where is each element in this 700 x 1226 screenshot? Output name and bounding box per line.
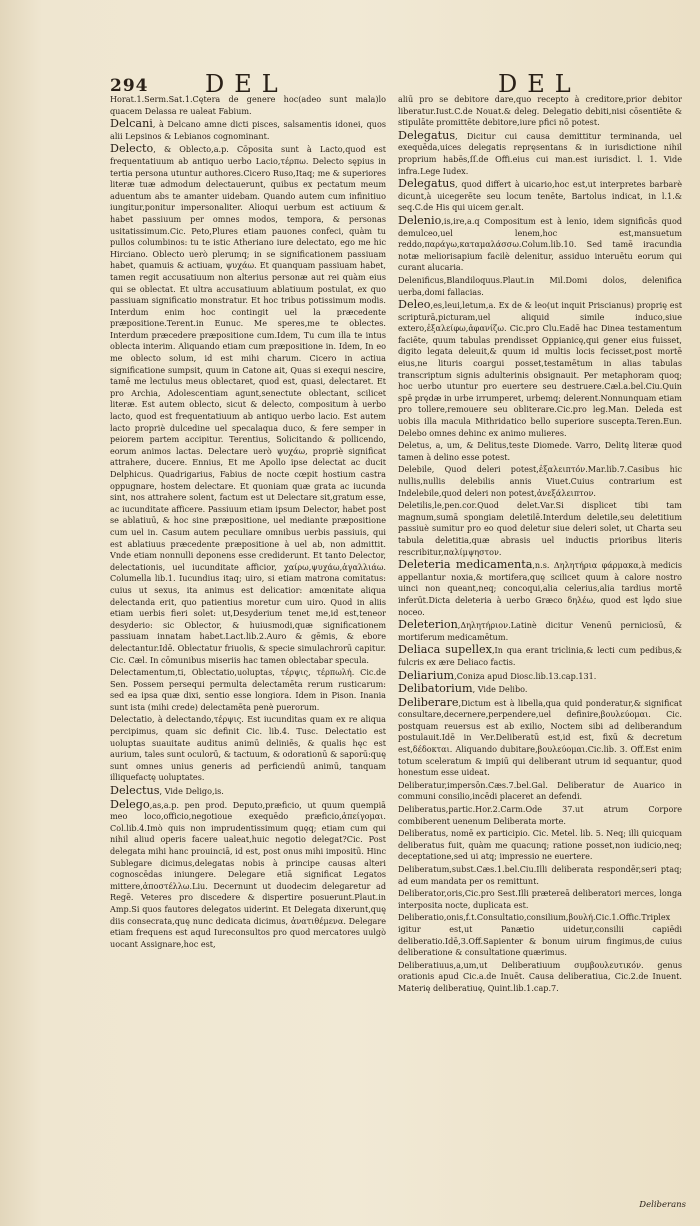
dictionary-entry bbox=[398, 683, 682, 696]
entry-text: Deliberatur,impersōn.Cæs.7.bel.Gal. Deliberatur de Auarico in communi consilio,incēdi placeret an defendi. bbox=[398, 779, 682, 802]
dictionary-entry bbox=[398, 94, 682, 129]
dictionary-entry bbox=[110, 94, 386, 117]
entry-headword: Delenio bbox=[398, 213, 442, 227]
right-column bbox=[398, 94, 682, 1186]
entry-text: , Vide Delibo. bbox=[472, 684, 528, 695]
entry-text: , quod differt à uicario,hoc est,ut interpretes barbarè dicunt,à uicegerēte seu locum tenēte, Bartolus indicat, in l.1.& seq.C.de His qui uicem ger.alt. bbox=[398, 179, 682, 213]
dictionary-entry bbox=[110, 667, 386, 713]
dictionary-entry bbox=[398, 215, 682, 274]
entry-text: Deliberatus, nomē ex participio. Cic. Metel. lib. 5. Neq; illi quicquam deliberatus fuit, quàm me quacunq; ratione posset,non iudicio,neq; deceptatione,sed ui atq; impressio ne euertere. bbox=[398, 828, 682, 862]
dictionary-entry bbox=[398, 670, 682, 683]
dictionary-entry bbox=[398, 644, 682, 668]
entry-text: , à Delcano amne dicti pisces, salsamentis idonei, quos alii Lepsinos & Lebianos cognominant. bbox=[110, 119, 386, 141]
dictionary-entry bbox=[398, 440, 682, 463]
dictionary-entry bbox=[398, 178, 682, 214]
entry-text: ,n.s. Δηλητήρια φάρμακα,à medicis appellantur noxia,& mortifera,quę scilicet quum à calore nostro uinci non queant,neq; concoqui,alia celerius,alia tardius mortē inferūt.Dicta deleteria à uerbo Græco δηλέω, quod est lędo siue noceo. bbox=[398, 560, 682, 617]
entry-text: Delebile, Quod deleri potest,ἐξαλειπτόν.Mar.lib.7.Casibus hic nullis,nullis delebilis annis Viuet.Cuius contrarium est Indelebile,quod deleri non potest,ἀνεξάλειπτον. bbox=[398, 464, 682, 498]
running-head-right: DEL bbox=[498, 70, 581, 98]
running-head-left: DEL bbox=[205, 70, 288, 98]
entry-headword: Deliberare bbox=[398, 695, 459, 709]
dictionary-entry bbox=[398, 130, 682, 177]
dictionary-entry bbox=[110, 799, 386, 951]
dictionary-entry bbox=[398, 275, 682, 298]
entry-text: , Dicitur cui causa demittitur terminanda, uel exequēda,uices delegatis repręsentans & in iurisdictione nihil proprium habēs,ſſ.de Offi.eius cui man.est iurisdict. l. 1. Vide infra.Lege Iudex. bbox=[398, 130, 682, 176]
entry-headword: Delibatorium bbox=[398, 682, 473, 696]
dictionary-entry bbox=[398, 780, 682, 803]
dictionary-entry bbox=[398, 464, 682, 499]
dictionary-entry bbox=[398, 559, 682, 618]
entry-text: ,is,ire,a.q Compositum est à lenio, idem significās quod demulceo,uel lenem,hoc est,mansuetum reddo,παράγω,καταμαλάσσω.Colum.lib.10. Sed tamē iracundia notæ meliorisapium facilè delenitur, assiduo interuētu eorum qui curant alucaria. bbox=[398, 215, 682, 273]
dictionary-entry bbox=[398, 500, 682, 558]
entry-headword: Delego bbox=[110, 797, 150, 811]
entry-headword: Deliarium bbox=[398, 668, 455, 682]
entry-text: ,as,a.p. pen prod. Deputo,præficio, ut quum quempiā meo loco,officio,negotioue exequēdo præficio,ἀπείγομαι. Col.lib.4.Imò quis non imprudentissimum quęq; etiam cum qui nihil aliud operis facere ualeat,huic negotio delegat?Cic. Post delegata mihi hanc prouinciā, id est, post onus mihi impositū. Hinc Sublegare dicimus,delegatas nobis à principe causas alteri cognoscēdas iniungere. Delegare etiā significat Legatos mittere,ἀποστέλλω.Liu. Decernunt ut duodecim delegaretur ad Regē. Veteres pro discedere & dispertire posuerunt.Plaut.in Amp.Si quos fautores delegatos uiderint. Et Delegata dixerunt,quę diis consecrata,quę nunc dedicata dicimus, ἀνατιθέμενα. Delegare etiam frequens est aqud Iureconsultos pro quod mercatores uulgò uocant Assignare,hoc est, bbox=[110, 799, 386, 949]
entry-headword: Deleo bbox=[398, 298, 431, 312]
left-column bbox=[110, 94, 386, 1186]
entry-text: ,In qua erant triclinia,& lecti cum pedibus,& fulcris ex ære Deliaco factis. bbox=[398, 645, 682, 667]
dictionary-entry bbox=[398, 864, 682, 887]
dictionary-entry bbox=[398, 912, 682, 958]
entry-text: Deliberatio,onis,f.t.Consultatio,consilium,βουλή.Cic.1.Offic.Triplex igitur est,ut Panætio uidetur,consilii capiēdi deliberatio.Idē,3.Off.Sapienter & bonum uirum fingimus,de cuius deliberatione & consultatione quærimus. bbox=[398, 912, 682, 958]
entry-text: Delenificus,Blandiloquus.Plaut.in Mil.Domi dolos, delenifica uerba,domi fallacias. bbox=[398, 274, 682, 297]
entry-text: ,Δηλητήριον.Latinè dicitur Venenū perniciosū, & mortiferum medicamētum. bbox=[398, 620, 682, 642]
entry-headword: Delegatus bbox=[398, 128, 456, 142]
entry-text: Deliberatiuus,a,um,ut Deliberatiuum συμβουλευτικόν. genus orationis apud Cic.a.de Inuēt. Causa deliberatiua, Cic.2.de Inuent. Materię deliberatiuę, Quint.lib.1.cap.7. bbox=[398, 959, 682, 993]
entry-headword: Delecto bbox=[110, 142, 154, 156]
entry-text: Horat.1.Serm.Sat.1.Cętera de genere hoc(adeo sunt mala)lo quacem Delassa re ualeat Fabium. bbox=[110, 94, 386, 116]
catchword: Deliberans bbox=[639, 1200, 686, 1210]
entry-headword: Deleteria medicamenta bbox=[398, 558, 533, 572]
entry-text: Delectamentum,ti, Oblectatio,uoluptas, τέρψις, τέρπωλή. Cic.de Sen. Possem persequi permulta delectamēta rerum rusticarum: sed ea ipsa quæ dixi, sentio esse longiora. Idem in Pison. Inania sunt ista (mihi crede) delectamēta penè puerorum. bbox=[110, 667, 386, 712]
entry-headword: Delectus bbox=[110, 784, 160, 798]
dictionary-entry bbox=[110, 143, 386, 666]
entry-text: , Vide Deligo,is. bbox=[159, 786, 224, 797]
dictionary-entry bbox=[398, 960, 682, 995]
entry-text: ,Dictum est à libella,qua quid ponderatur,& significat consultare,decernere,perpendere,uel definire,βουλεύομαι. Cic. postquam reuersus est ab exilio, Noctem sibi ad deliberandum postulauit.Idē in Ver.Deliberatū est,id est, fixū & decretum est,δέδοκται. Aliquando dubitare,βουλεύομαι.Cic.lib. 3. Off.Est enim totum sceleratum & impiū qui deliberant utrum id sequantur, quod honestum esse uideat. bbox=[398, 697, 682, 778]
dictionary-entry bbox=[398, 299, 682, 439]
dictionary-entry bbox=[110, 118, 386, 142]
dictionary-entry bbox=[398, 888, 682, 911]
entry-text: ,Coniza apud Diosc.lib.13.cap.131. bbox=[454, 670, 597, 681]
entry-text: Deletilis,le,pen.cor.Quod delet.Var.Si displicet tibi tam magnum,sumā spongiam deletilē.Interdum deletile,seu deletitium passiuè sumitur pro eo quod deletur siue deleri solet, ut Charta seu tabula deletitia,quæ abrasis uel inductis prioribus literis rescribitur,παλίμψηστον. bbox=[398, 500, 682, 557]
entry-text: Deletus, a, um, & Delitus,teste Diomede. Varro, Delitę literæ quod tamen à delino esse potest. bbox=[398, 440, 682, 462]
entry-text: Delectatio, à delectando,τέρψις. Est iucunditas quam ex re aliqua percipimus, quam sic definit Cic. lib.4. Tusc. Delectatio est uoluptas suauitate auditus animū deliniēs, & qualis hęc est aurium, tales sunt oculorū, & tactuum, & odorationū & saporū:quę sunt omnes unius generis ad perficiendū animū, tanquam illiquefactę uoluptates. bbox=[110, 714, 386, 783]
entry-headword: Deliaca supellex bbox=[398, 643, 492, 657]
entry-text: Deliberatus,partic.Hor.2.Carm.Ode 37.ut atrum Corpore combiberent uenenum Deliberata morte. bbox=[398, 804, 682, 826]
dictionary-entry bbox=[398, 828, 682, 863]
page-number: 294 bbox=[110, 76, 149, 96]
dictionary-entry bbox=[110, 714, 386, 784]
dictionary-entry bbox=[398, 804, 682, 827]
dictionary-entry bbox=[398, 619, 682, 643]
entry-text: Deliberator,oris,Cic.pro Sest.Illi prætereā deliberatori merces, longa interposita nocte, duplicata est. bbox=[398, 888, 682, 910]
entry-text: Deliberatum,subst.Cæs.1.bel.Ciu.Illi deliberata respondēr,seri ptaq; ad eum mandata per os remittunt. bbox=[398, 864, 682, 886]
dictionary-entry bbox=[110, 785, 386, 798]
entry-headword: Delegatus bbox=[398, 177, 456, 191]
entry-headword: Deleterion bbox=[398, 618, 458, 632]
entry-text: , & Oblecto,a.p. Cōposita sunt à Lacto,quod est frequentatiuum ab antiquo uerbo Lacio,τέρπω. Delecto sępius in tertia persona utuntur authores.Cicero Ruso,Itaq; me & superiores literæ tuæ admodum delectauerunt, quibus ex pectatum meum aduentum abs te amanter uidebam. Quando autem cum infinitiuo iungitur,ponitur impersonaliter. Alioqui uerbum est actiuum & habet passiuum per omnes modos, tempora, & personas usitatissimum.Cic. Peto,Plures etiam pauones confeci, quàm tu pullos columbinos: tu te istic Atheriano iure delectato, ego me hic Hirciano. Oblecto uerò plerumq; in se significationem passiuam habet, quamuis & actiuam, ψυχάω. Et quanquam passiuam habet, tamen regit accusatiuum non alterius personæ aut rei quàm eius qui se oblectat. Et ultra accusatiuum ablatiuum postulat, ex quo passiuam significatio monstratur. Et hoc tribus potissimum modis. Interdum enim hoc contingit uel la præcedente præpositione.Terent.in Eunuc. Me speres,me te oblectes. Interdum præcedere præpositione cum.Idem, Tu cum illa te intus oblecta interim. Aliquando etiam cum præpositione in. Idem, In eo me oblecto solum, id est mihi charum. Cicero in actiua significatione sumpsit, quum in Catone ait, Quas si exequi nescire, tamē me lectulus meus oblectaret, quod est, quasi, delectaret. Et pro Archia, Adolescentiam agunt,senectute oblectant, scilicet literæ. Est autem oblecto, sicut & delecto, compositum à uerbo lacto, quod est frequentatiuum ab antiquo uerbo lacio. Est autem lacto propriè dulcedine uel specalaqua duco, & fere semper in peiorem partem accipitur. Terentius, Solicitando & pollicendo, eorum animos lactas. Delectare uerò ψυχάω, propriè significat attrahere, ducere. Ennius, Et me Apollo ipse delectat ac ducit Delphicus. Quadrigarius, Fabius de nocte cœpit hostium castra oppugnare, hostem delectare. Et quoniam quæ grata ac iucunda sint, nos attrahere solent, factum est ut Delectare sit,gratum esse, ac iucunditate afficere. Passiuum etiam ipsum Delector, habet post se ablatiuū, & hoc sine præpositione, uel mediante præpositione cum uel in. Casum autem peculiare omnibus uerbis passiuis, qui est ablatiuus præcedente præpositione à uel ab, non admittit. Vnde etiam nonnulli deponens esse crediderunt. Et tanto Delector, delectationis, uel iucunditate afficior, χαίρω,ψυχάω,ἀγαλλιάω. Columella lib.1. Iucundius itaq; uiro, si etiam matrona comitatus: cuius ut sexus, ita animus est delicatior: amœnitate aliqua delectanda erit, quo patientius moretur cum uiro. Quod in aliis etiam uerbis fieri solet: ut,Desyderium tenet me,id est,teneor desyderio: sic Oblector, & huiusmodi,quæ significationem passiuam innatam habet.Lact.lib.2.Auro & gēmis, & ebore delectantur.Idē. Oblectatur friuolis, & specie simulachrorū capitur. Cic. Cæl. In cōmunibus miseriis hac tamen oblectabar specula. bbox=[110, 144, 386, 665]
entry-text: ,es,leui,letum,a. Ex de & leo(ut inquit Priscianus) proprię est scripturā,picturam,uel aliquid simile induco,siue extero,ἐξαλείφω,ἀφανίζω. Cic.pro Clu.Eadē hac Dinea testamentum faciēte, quum tabulas prendisset Oppianicę,qui gener eius fuisset, digito legata deleuit,& quum id multis locis fecisset,post mortē eius,ne lituris coargui posset,testamētum in alias tabulas transcriptum signis adulterinis obsignauit. Per metaphoram quoq; hoc uerbo utuntur pro euertere seu destruere.Cæl.a.bel.Ciu.Quin spē prędæ in urbe irrumperet, urbemq; delerent.Nonnunquam etiam pro tollere,remouere seu obliterare.Cic.pro leg.Man. Deleda est uobis illa macula Mithridatico bello superiore suscepta.Teren.Eun. Delebo omnes dehinc ex animo mulieres. bbox=[398, 300, 682, 438]
entry-headword: Delcani bbox=[110, 117, 153, 131]
dictionary-entry bbox=[398, 697, 682, 779]
entry-text: aliū pro se debitore dare,quo recepto à creditore,prior debitor liberatur.Iust.C.de Nouat.& deleg. Delegatio debiti,nisi cōsentiēte & stipulāte promittēte debitore,iure pfici nō potest. bbox=[398, 94, 682, 128]
